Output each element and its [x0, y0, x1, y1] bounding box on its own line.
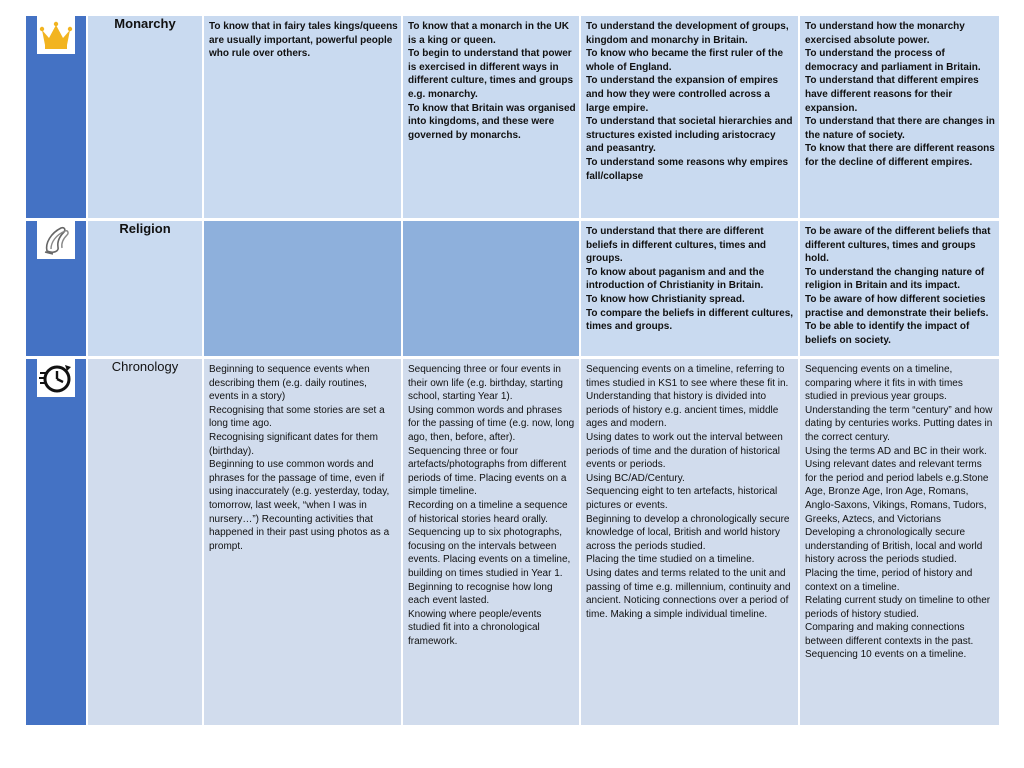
chronology-lks2-text: Sequencing events on a timeline, referring to times studied in KS1 to see where these fit in. Understanding that history is divided into periods of history e.g. ancient times, middle ages and modern. Using dates to work out the interval between periods of time and the duration of historical events or periods. Using BC/AD/Century. Sequencing eight to ten artefacts, historical pictures or events. Beginning to develop a chronologically secure knowledge of local, British and world history across the periods studied. Placing the time studied on a timeline. Using dates and terms related to the unit and passing of time e.g. millennium, continuity and ancient. Noticing connections over a period of time. Making a simple individual timeline.: [586, 364, 791, 620]
chronology-eyfs-text: Beginning to sequence events when describing them (e.g. daily routines, events in a story) Recognising that some stories are set a long time ago. Recognising significant dates for them (birthday). Beginning to use common words and phrases for the passage of time, even if using inaccurately (e.g. yesterday, today, tomorrow, last week, “when I was in nursery…”) Recounting activities that happened in their past using photos as a prompt.: [209, 364, 390, 552]
monarchy-uks2-cell: [800, 16, 999, 221]
monarchy-icon-cell: [26, 16, 88, 221]
chronology-icon-cell: [26, 359, 88, 728]
religion-uks2-cell: [800, 221, 999, 359]
chronology-ks1-cell: [403, 359, 581, 728]
chronology-title: Chronology: [88, 359, 204, 728]
religion-icon-cell: [26, 221, 88, 359]
chronology-row: [26, 359, 999, 728]
religion-lks2-cell: [581, 221, 800, 359]
religion-eyfs-cell: [204, 221, 403, 359]
monarchy-uks2-text: To understand how the monarchy exercised absolute power. To understand the process of democracy and parliament in Britain. To understand that different empires have different reasons for their expansion. To understand that there are changes in the nature of society. To know that there are different reasons for the decline of different empires.: [805, 21, 995, 168]
religion-title: Religion: [88, 221, 204, 359]
monarchy-eyfs-text: To know that in fairy tales kings/queens are usually important, powerful people who rule over others.: [209, 21, 398, 60]
clock-arrow-icon: [37, 359, 75, 397]
monarchy-lks2-text: To understand the development of groups, kingdom and monarchy in Britain. To know who became the first ruler of the whole of England. To understand the expansion of empires and how they were controlled across a large empire. To understand that societal hierarchies and structures existed including aristocracy and peasantry. To understand some reasons why empires fall/collapse: [586, 21, 793, 182]
praying-hands-icon: [37, 221, 75, 259]
monarchy-ks1-text: To know that a monarch in the UK is a king or queen. To begin to understand that power is exercised in different ways in different culture, times and groups e.g. monarchy. To know that Britain was organised into kingdoms, and these were governed by monarchs.: [408, 21, 576, 141]
monarchy-ks1-cell: [403, 16, 581, 221]
chronology-uks2-text: Sequencing events on a timeline, comparing where it fits in with times studied in previous year groups. Understanding the term “century” and how dating by centuries works. Putting dates in the correct century. Using the terms AD and BC in their work. Using relevant dates and relevant terms for the period and period labels e.g.Stone Age, Bronze Age, Iron Age, Romans, Anglo-Saxons, Vikings, Romans, Tudors, Greeks, Aztecs, and Victorians Developing a chronologically secure understanding of British, local and world history across the periods studied. Placing the time, period of history and context on a timeline. Relating current study on timeline to other periods of history studied. Comparing and making connections between different contexts in the past. Sequencing 10 events on a timeline.: [805, 364, 993, 661]
crown-icon: [37, 16, 75, 54]
curriculum-progression-table: [26, 16, 999, 728]
monarchy-lks2-cell: [581, 16, 800, 221]
monarchy-eyfs-cell: [204, 16, 403, 221]
monarchy-title: Monarchy: [88, 16, 204, 221]
monarchy-row: [26, 16, 999, 221]
chronology-eyfs-cell: [204, 359, 403, 728]
chronology-ks1-text: Sequencing three or four events in their own life (e.g. birthday, starting school, starting Year 1). Using common words and phrases for the passing of time (e.g. now, long ago, then, before, after). Sequencing three or four artefacts/photographs from different periods of time. Placing events on a simple timeline. Recording on a timeline a sequence of historical stories heard orally. Sequencing up to six photographs, focusing on the intervals between events. Placing events on a timeline, building on times studied in Year 1. Beginning to recognise how long each event lasted. Knowing where people/events studied fit into a chronological framework.: [408, 364, 575, 647]
chronology-uks2-cell: [800, 359, 999, 728]
religion-ks1-text: [403, 221, 579, 227]
chronology-lks2-cell: [581, 359, 800, 728]
religion-ks1-cell: [403, 221, 581, 359]
religion-lks2-text: To understand that there are different beliefs in different cultures, times and groups. To know about paganism and and the introduction of Christianity in Britain. To know how Christianity spread. To compare the beliefs in different cultures, times and groups.: [586, 226, 794, 333]
religion-uks2-text: To be aware of the different beliefs that different cultures, times and groups hold. To understand the changing nature of religion in Britain and its impact. To be aware of how different societies practise and demonstrate their beliefs. To be able to identify the impact of beliefs on society.: [805, 226, 991, 346]
religion-eyfs-text: [204, 221, 401, 227]
religion-row: [26, 221, 999, 359]
